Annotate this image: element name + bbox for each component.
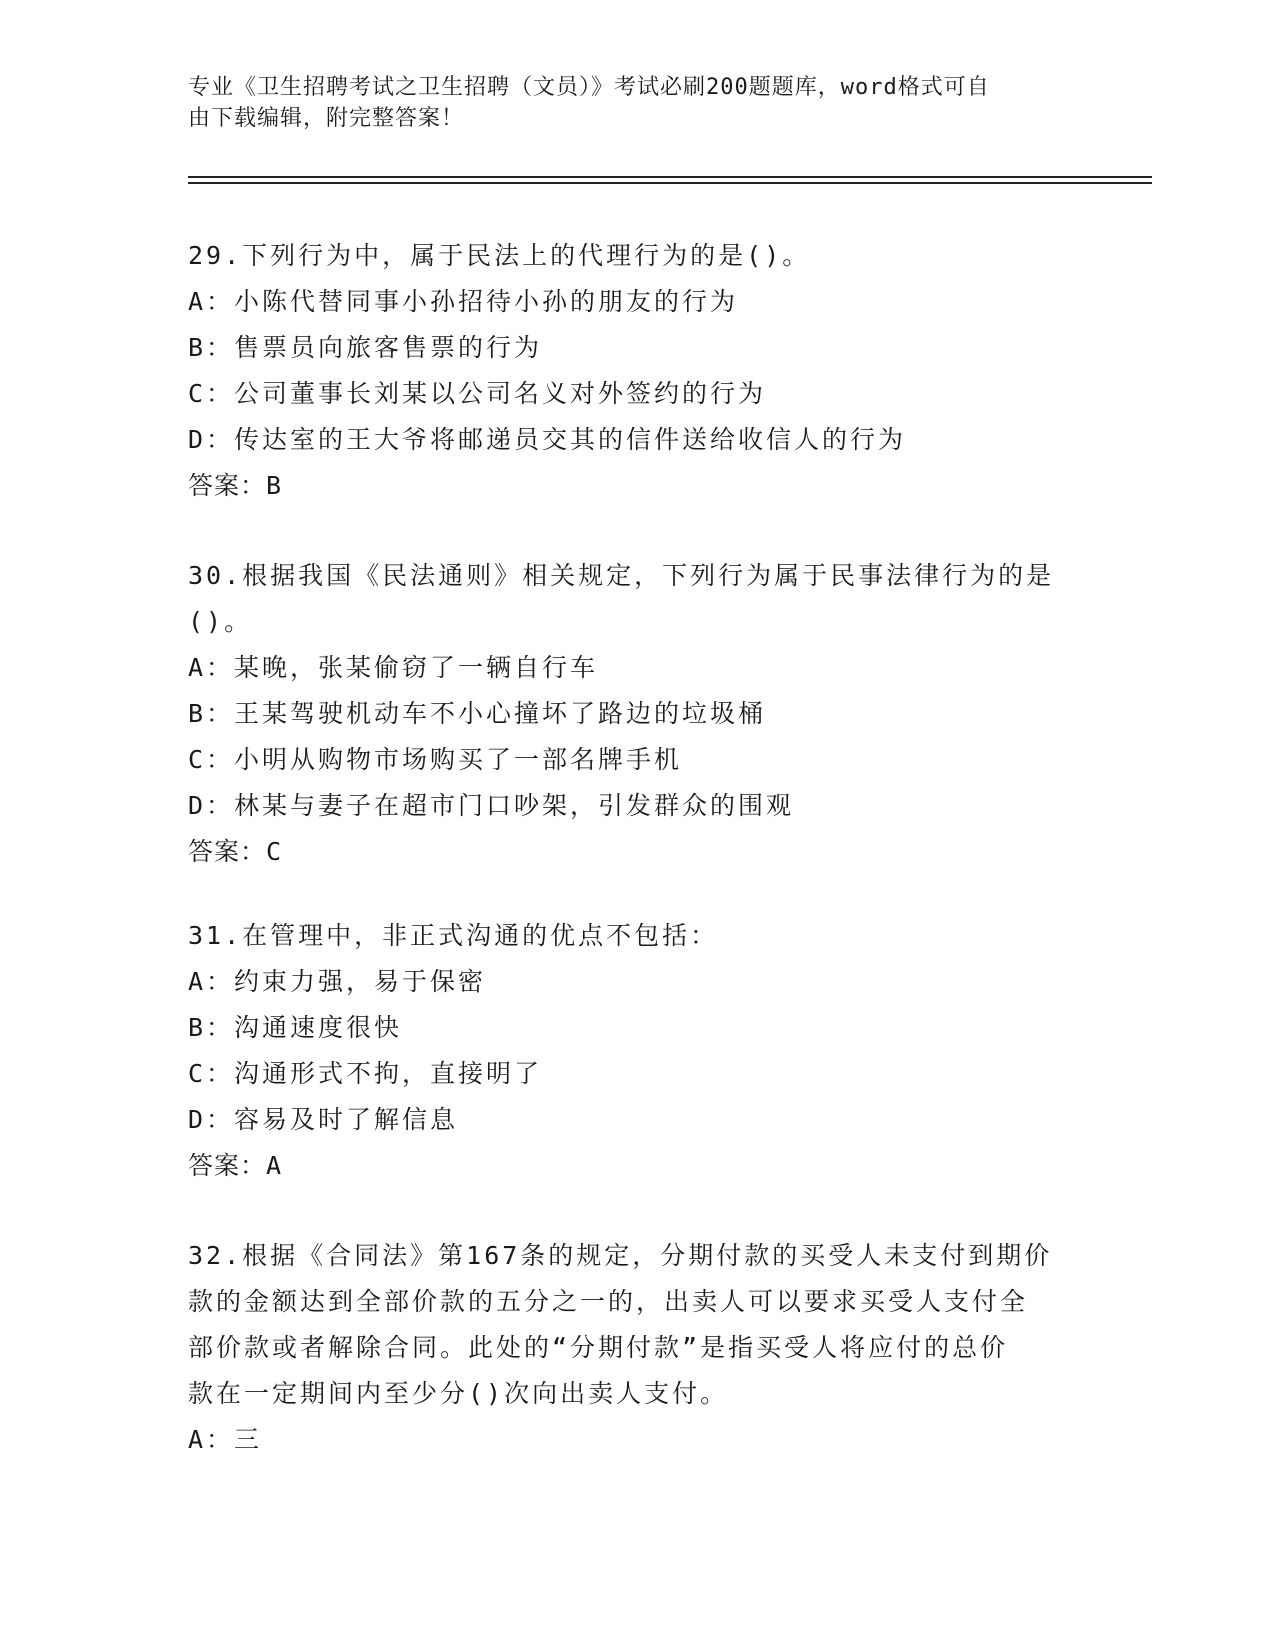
option-c: C：沟通形式不拘，直接明了 [188, 1059, 543, 1088]
question-32 [188, 1233, 1078, 1463]
option-b: B：售票员向旅客售票的行为 [188, 333, 543, 362]
answer-label: 答案： [188, 1151, 267, 1180]
header-line-1: 专业《卫生招聘考试之卫生招聘（文员）》考试必刷200题题库，word格式可自 [188, 75, 990, 100]
answer-line [188, 1143, 1078, 1189]
answer-value: A [266, 1151, 283, 1180]
option-d: D：容易及时了解信息 [188, 1105, 459, 1134]
header-divider-top [188, 176, 1152, 178]
answer-label: 答案： [188, 471, 267, 500]
option-b: B：沟通速度很快 [188, 1013, 403, 1042]
question-stem-line-4: 款在一定期间内至少分()次向出卖人支付。 [188, 1379, 729, 1408]
answer-value: C [266, 837, 283, 866]
question-stem-line-1: 30.根据我国《民法通则》相关规定，下列行为属于民事法律行为的是 [188, 561, 1055, 590]
question-stem-line-1: 32.根据《合同法》第167条的规定，分期付款的买受人未支付到期价 [188, 1241, 1053, 1270]
question-stem: 31.在管理中，非正式沟通的优点不包括： [188, 921, 719, 950]
option-b: B：王某驾驶机动车不小心撞坏了路边的垃圾桶 [188, 699, 767, 728]
header-line-2: 由下载编辑，附完整答案！ [188, 106, 465, 131]
question-31 [188, 913, 1078, 1189]
question-stem: 29.下列行为中，属于民法上的代理行为的是()。 [188, 241, 811, 270]
question-29 [188, 233, 1078, 509]
question-stem-line-3: 部价款或者解除合同。此处的“分期付款”是指买受人将应付的总价 [188, 1333, 1009, 1362]
answer-line [188, 829, 1078, 875]
question-30 [188, 553, 1078, 875]
option-a: A：三 [188, 1425, 263, 1454]
option-d: D：传达室的王大爷将邮递员交其的信件送给收信人的行为 [188, 425, 907, 454]
answer-label: 答案： [188, 837, 267, 866]
question-stem-line-2: 款的金额达到全部价款的五分之一的，出卖人可以要求买受人支付全 [188, 1287, 1029, 1316]
answer-value: B [266, 471, 283, 500]
document-header [188, 72, 1068, 134]
option-a: A：小陈代替同事小孙招待小孙的朋友的行为 [188, 287, 739, 316]
option-a: A：约束力强，易于保密 [188, 967, 487, 996]
option-c: C：公司董事长刘某以公司名义对外签约的行为 [188, 379, 767, 408]
option-c: C：小明从购物市场购买了一部名牌手机 [188, 745, 683, 774]
question-stem-line-2: ()。 [188, 607, 253, 636]
option-d: D：林某与妻子在超市门口吵架，引发群众的围观 [188, 791, 795, 820]
option-a: A：某晚，张某偷窃了一辆自行车 [188, 653, 599, 682]
answer-line [188, 463, 1078, 509]
header-divider-bottom [188, 182, 1152, 184]
